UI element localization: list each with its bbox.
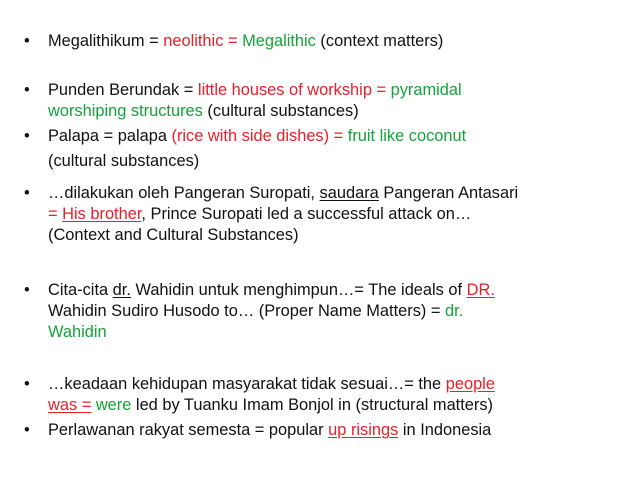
text-segment-green: dr. — [445, 302, 464, 320]
text-segment-red-underlined: DR. — [466, 281, 495, 299]
bullet-line — [48, 280, 495, 301]
text-segment-black: Perlawanan rakyat semesta = popular — [48, 421, 329, 439]
bullet-line — [48, 420, 491, 441]
text-segment-black: Megalithikum = — [48, 32, 164, 50]
bullet-line — [48, 204, 471, 225]
bullet-marker: • — [24, 375, 30, 393]
text-segment-black: , Prince Suropati led a successful attack on… — [141, 205, 472, 223]
bullet-marker: • — [24, 32, 30, 50]
bullet-line — [48, 126, 466, 147]
text-segment-green: were — [95, 396, 132, 414]
text-segment-black: Palapa = palapa — [48, 127, 172, 145]
text-segment-red-underlined: His brother — [62, 205, 142, 223]
text-segment-green: fruit like coconut — [347, 127, 467, 145]
text-segment-black: (context matters) — [315, 32, 444, 50]
text-segment-black: led by Tuanku Imam Bonjol in (structural matters) — [131, 396, 494, 414]
bullet-marker: • — [24, 281, 30, 299]
text-segment-black-underlined: dr. — [112, 281, 131, 299]
text-segment-black: Wahidin untuk menghimpun…= The ideals of — [130, 281, 467, 299]
text-segment-black: Punden Berundak = — [48, 81, 198, 99]
text-segment-red-underlined: people — [445, 375, 495, 393]
text-segment-red: little houses of workship = — [197, 81, 391, 99]
bullet-marker: • — [24, 81, 30, 99]
bullet-line — [48, 301, 463, 322]
text-segment-green: pyramidal — [390, 81, 462, 99]
bullet-marker: • — [24, 421, 30, 439]
text-segment-black: …dilakukan oleh Pangeran Suropati, — [48, 184, 320, 202]
text-segment-black: …keadaan kehidupan masyarakat tidak sesuai…= the — [48, 375, 446, 393]
bullet-marker: • — [24, 127, 30, 145]
text-segment-red: = — [48, 205, 63, 223]
text-segment-black: Cita-cita — [48, 281, 113, 299]
bullet-line — [48, 225, 299, 246]
bullet-line — [48, 374, 495, 395]
text-segment-red-underlined: was = — [48, 396, 92, 414]
text-segment-red: (rice with side dishes) = — [171, 127, 348, 145]
text-segment-black: Pangeran Antasari — [378, 184, 519, 202]
bullet-line — [48, 151, 199, 172]
text-segment-green: Wahidin — [48, 323, 107, 341]
text-segment-black-underlined: saudara — [319, 184, 379, 202]
bullet-line — [48, 31, 443, 52]
text-segment-black: (cultural substances) — [48, 152, 200, 170]
text-segment-black: Wahidin Sudiro Husodo to… (Proper Name Matters) = — [48, 302, 446, 320]
text-segment-black: (cultural substances) — [202, 102, 359, 120]
bullet-marker: • — [24, 184, 30, 202]
text-segment-green: Megalithic — [242, 32, 316, 50]
bullet-line — [48, 322, 107, 343]
text-segment-red-underlined: up risings — [328, 421, 399, 439]
bullet-line — [48, 80, 462, 101]
text-segment-red: neolithic = — [163, 32, 243, 50]
bullet-line — [48, 101, 359, 122]
bullet-line — [48, 183, 518, 204]
text-segment-green: worshiping structures — [48, 102, 203, 120]
bullet-line — [48, 395, 493, 416]
text-segment-black: in Indonesia — [398, 421, 492, 439]
text-segment-black: (Context and Cultural Substances) — [48, 226, 299, 244]
